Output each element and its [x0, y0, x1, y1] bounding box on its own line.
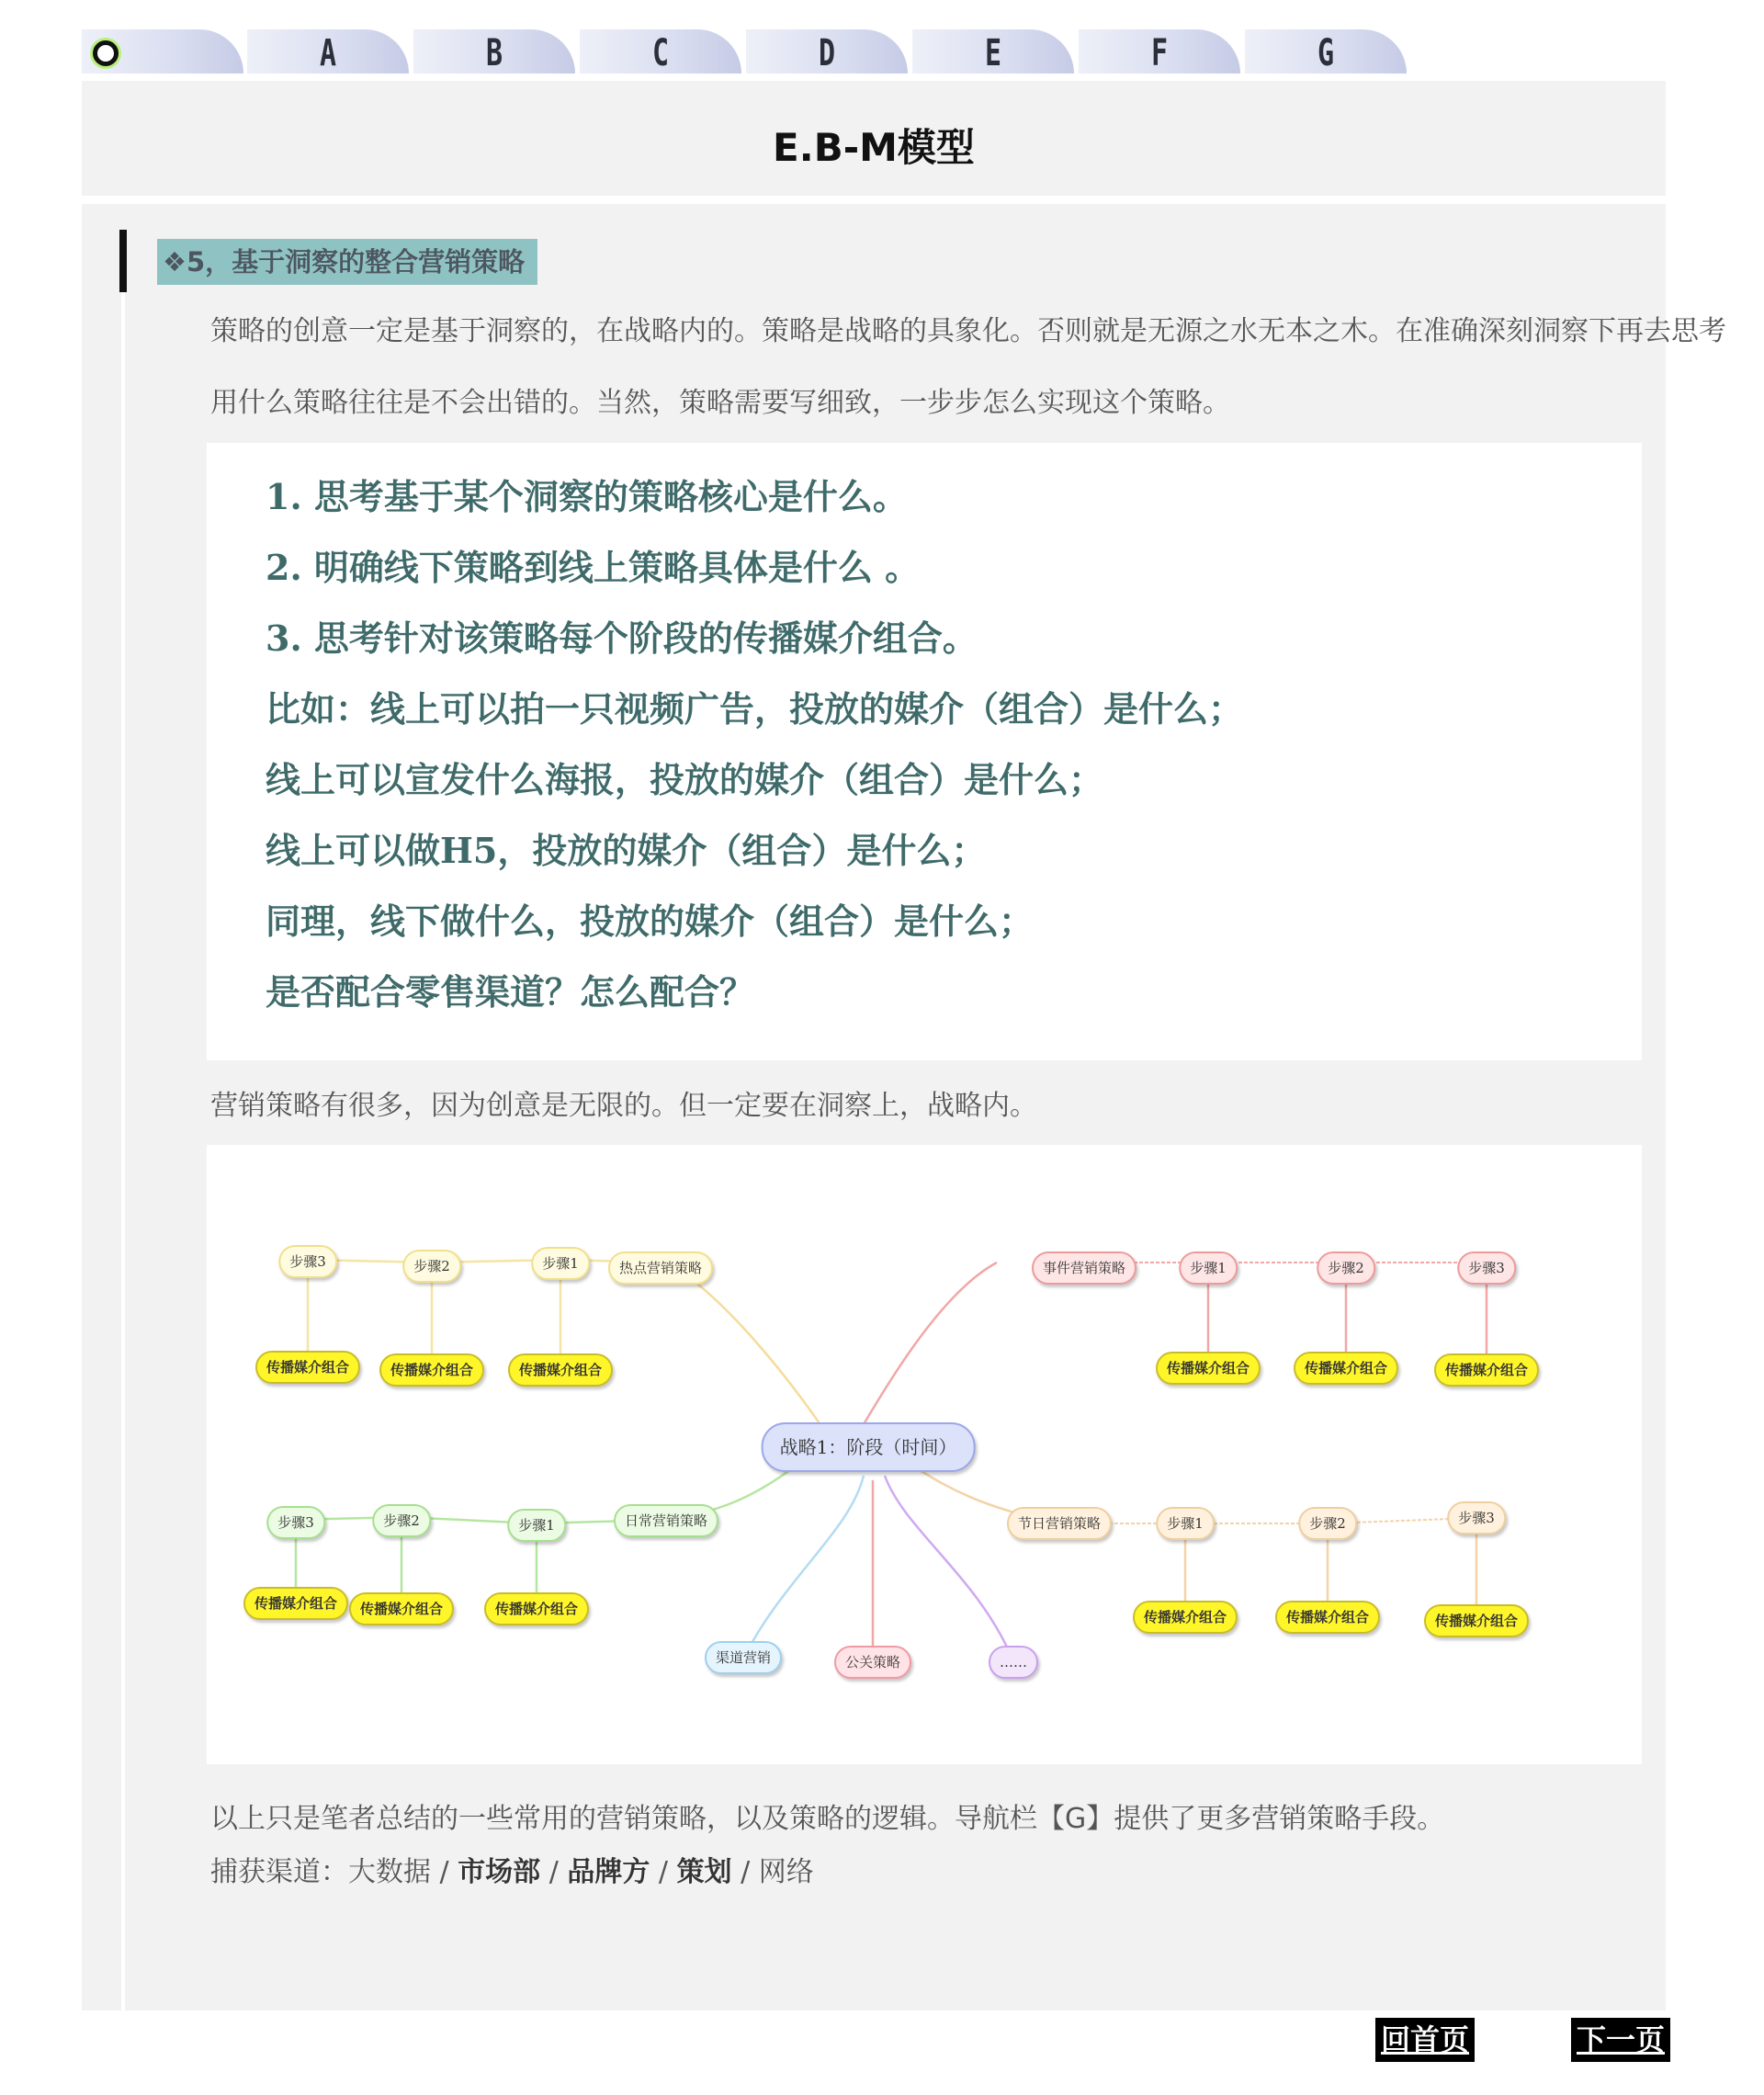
- step-line: 2. 明确线下策略到线上策略具体是什么 。: [266, 547, 921, 588]
- tab-b[interactable]: B: [413, 29, 575, 74]
- holiday-strategy-node: 节日营销策略: [1007, 1507, 1112, 1540]
- tab-home[interactable]: [82, 29, 243, 74]
- source-item: 网络: [758, 1856, 814, 1888]
- main-content: [82, 204, 1726, 2010]
- media-mix-node: 传播媒介组合: [484, 1592, 589, 1625]
- source-separator: /: [431, 1856, 458, 1888]
- media-mix-node: 传播媒介组合: [1294, 1352, 1398, 1385]
- channel-marketing-node: 渠道营销: [705, 1641, 782, 1674]
- media-mix-node: 传播媒介组合: [508, 1353, 613, 1387]
- summary-paragraph: 以上只是笔者总结的一些常用的营销策略，以及策略的逻辑。导航栏【G】提供了更多营销策略手段。: [210, 1803, 1445, 1835]
- media-mix-node: 传播媒介组合: [349, 1592, 454, 1625]
- holiday-step1-node: 步骤1: [1156, 1507, 1215, 1540]
- source-separator: /: [650, 1856, 677, 1888]
- tab-g[interactable]: G: [1245, 29, 1407, 74]
- source-item: 品牌方: [567, 1856, 650, 1888]
- section-marker-bar: [119, 230, 127, 292]
- source-separator: /: [731, 1856, 759, 1888]
- media-mix-node: 传播媒介组合: [1156, 1352, 1261, 1385]
- holiday-step3-node: 步骤3: [1447, 1501, 1506, 1534]
- hotspot-step1-node: 步骤1: [531, 1247, 590, 1280]
- media-mix-node: 传播媒介组合: [1434, 1353, 1539, 1387]
- more-strategies-node: ……: [989, 1646, 1038, 1679]
- media-mix-node: 传播媒介组合: [1275, 1601, 1380, 1634]
- mindmap-center-node: 战略1：阶段（时间）: [762, 1422, 976, 1472]
- tab-e[interactable]: E: [912, 29, 1074, 74]
- hotspot-step3-node: 步骤3: [278, 1245, 337, 1278]
- source-line: [210, 1847, 1726, 1898]
- example-line: 线上可以做H5，投放的媒介（组合）是什么；: [266, 830, 987, 871]
- section-heading: ❖5，基于洞察的整合营销策略: [157, 239, 537, 285]
- intro-paragraph: 策略的创意一定是基于洞察的，在战略内的。策略是战略的具象化。否则就是无源之水无本之木。在准确深刻洞察下再去思考用什么策略往往是不会出错的。当然，策略需要写细致，一步步怎么实现这个策略。: [210, 315, 1726, 419]
- tab-d[interactable]: D: [746, 29, 908, 74]
- holiday-step2-node: 步骤2: [1298, 1507, 1357, 1540]
- tab-c[interactable]: C: [580, 29, 741, 74]
- tab-f[interactable]: F: [1079, 29, 1240, 74]
- media-mix-node: 传播媒介组合: [1424, 1604, 1529, 1637]
- page-header: [82, 81, 1666, 196]
- step-line: 1. 思考基于某个洞察的策略核心是什么。: [266, 476, 908, 517]
- daily-step2-node: 步骤2: [372, 1504, 431, 1537]
- event-strategy-node: 事件营销策略: [1032, 1251, 1136, 1285]
- event-step3-node: 步骤3: [1457, 1251, 1516, 1285]
- example-line: 同理，线下做什么，投放的媒介（组合）是什么；: [266, 900, 1035, 942]
- example-line: 比如：线上可以拍一只视频广告，投放的媒介（组合）是什么；: [266, 688, 1244, 730]
- step-line: 3. 思考针对该策略每个阶段的传播媒介组合。: [266, 617, 978, 659]
- page-title: E.B-M模型: [773, 125, 975, 170]
- mid-paragraph: 营销策略有很多，因为创意是无限的。但一定要在洞察上，战略内。: [210, 1090, 1037, 1122]
- media-mix-node: 传播媒介组合: [1133, 1601, 1238, 1634]
- source-item: 策划: [676, 1856, 732, 1888]
- daily-strategy-node: 日常营销策略: [614, 1504, 718, 1537]
- source-separator: /: [540, 1856, 568, 1888]
- daily-step3-node: 步骤3: [266, 1506, 325, 1539]
- media-mix-node: 传播媒介组合: [243, 1587, 348, 1620]
- tab-a[interactable]: A: [247, 29, 409, 74]
- event-step1-node: 步骤1: [1179, 1251, 1238, 1285]
- media-mix-node: 传播媒介组合: [379, 1353, 484, 1387]
- event-step2-node: 步骤2: [1317, 1251, 1375, 1285]
- next-page-button[interactable]: 下一页: [1571, 2018, 1670, 2062]
- source-label: 捕获渠道：大数据: [210, 1856, 431, 1888]
- example-line: 线上可以宣发什么海报，投放的媒介（组合）是什么；: [266, 759, 1104, 800]
- daily-step1-node: 步骤1: [507, 1509, 566, 1542]
- steps-box: [207, 443, 1642, 1060]
- hotspot-strategy-node: 热点营销策略: [608, 1251, 713, 1285]
- media-mix-node: 传播媒介组合: [255, 1351, 360, 1384]
- strategy-mindmap: [207, 1145, 1642, 1764]
- pr-strategy-node: 公关策略: [834, 1646, 911, 1679]
- hotspot-step2-node: 步骤2: [402, 1250, 461, 1283]
- example-line: 是否配合零售渠道？怎么配合？: [266, 971, 755, 1013]
- home-dot-icon: [93, 40, 119, 66]
- home-button[interactable]: 回首页: [1375, 2018, 1475, 2062]
- source-item: 市场部: [458, 1856, 541, 1888]
- section-divider-line: [121, 292, 125, 2010]
